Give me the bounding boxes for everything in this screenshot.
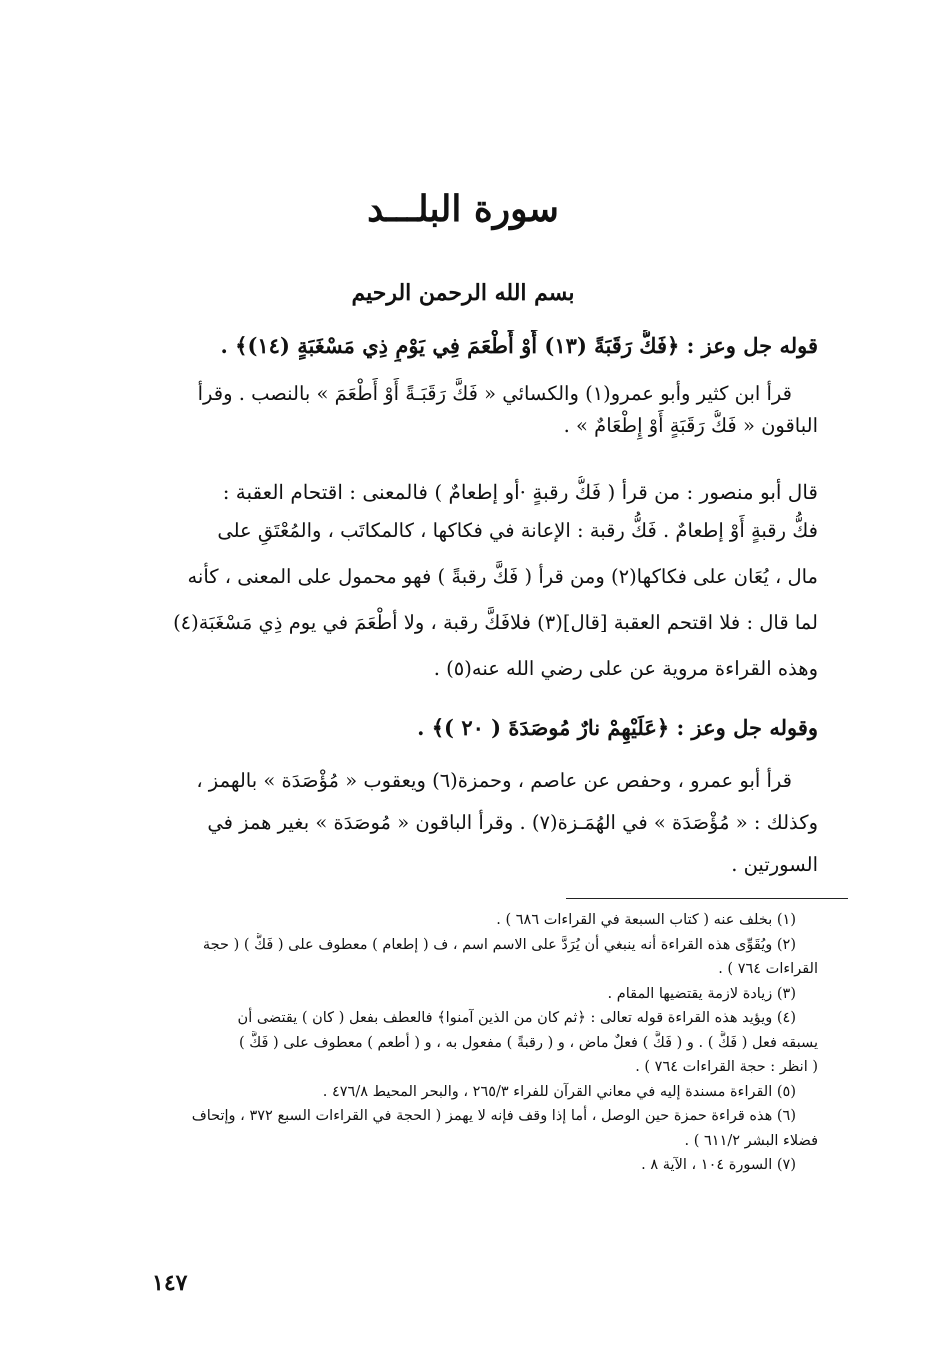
footnote-line: فضلاء البشر ٦١١/٢ ) . (684, 1132, 818, 1149)
footnote-line: (٢) ويُقَوِّى هذه القراءة أنه ينبغي أن يُرَدَّ على الاسم اسم ، ف ( إطعام ) معطوف على ( فَكُّ ) ( حجة (202, 936, 796, 953)
footnote-line: (٣) زيادة لازمة يقتضيها المقام . (607, 985, 796, 1002)
verse-heading-text: قوله جل وعز : ﴿فَكُّ رَقَبَةً (١٣) أَوْ أَطْعَمَ فِي يَوْمٍ ذِي مَسْغَبَةٍ (١٤)﴾ . (220, 333, 818, 358)
footnote-4 (106, 1006, 818, 1080)
verse-heading-2 (106, 712, 818, 744)
verse-heading-text: وقوله جل وعز : ﴿عَلَيْهِمْ نارٌ مُوصَدَةَ ( ٢٠ )﴾ . (417, 715, 818, 740)
paragraph-line: وهذه القراءة مروية عن على رضي الله عنه(٥) . (433, 657, 818, 680)
chapter-title: سورة البلـــد (367, 188, 559, 230)
footnote-separator (566, 898, 848, 899)
footnote-line: (٥) القراءة مسندة إليه في معاني القرآن للفراء ٢٦٥/٣ ، والبحر المحيط ٤٧٦/٨ . (322, 1083, 796, 1100)
footnotes (106, 908, 818, 1178)
footnote-7 (106, 1153, 818, 1178)
paragraph-line: وكذلك : « مُؤْصَدَة » في الهُمَـزة(٧) . وقرأ الباقون « مُوصَدَة » بغير همز في (207, 811, 818, 834)
paragraph-line: فكُّ رقبةٍ أَوْ إطعامٌ . فَكُّ رقبة : الإعانة في فكاكها ، كالمكاتَب ، والمُعْتَقِ على (217, 519, 818, 542)
reading-paragraph-1 (106, 378, 818, 442)
paragraph-line: لما قال : فلا اقتحم العقبة [قال](٣) فلافَكَّ رقبة ، ولا أطْعَمَ في يوم ذِي مَسْغَبَة(٤) (173, 611, 818, 634)
footnote-line: (٤) ويؤيد هذه القراءة قوله تعالى : ﴿ثم كان من الذين آمنوا﴾ فالعطف بفعل ( كان ) يقتضى أن (237, 1010, 796, 1026)
paragraph-line: قرأ أبو عمرو ، وحفص عن عاصم ، وحمزة(٦) ويعقوب « مُؤْصَدَة » بالهمز ، (196, 769, 792, 792)
footnote-line: (١) بخلف عنه ( كتاب السبعة في القراءات ٦٨٦ ) . (496, 912, 796, 928)
footnote-5 (106, 1080, 818, 1105)
reading-paragraph-2 (106, 760, 818, 886)
commentary-paragraph (106, 476, 818, 692)
paragraph-line: السورتين . (731, 853, 818, 876)
paragraph-line: قال أبو منصور : من قرأ ( فَكُّ رقبةٍ ·أو إطعامٌ ) فالمعنى : اقتحام العقبة : (222, 480, 818, 504)
footnote-2 (106, 933, 818, 982)
page-number: ١٤٧ (152, 1270, 188, 1296)
basmala: بسم الله الرحمن الرحيم (351, 280, 575, 306)
footnote-1 (106, 908, 818, 933)
footnote-line: (٦) هذه قراءة حمزة حين الوصل ، أما إذا وقف فإنه لا يهمز ( الحجة في القراءات السبع ٣٧٢ ، وإتحاف (191, 1108, 796, 1124)
verse-heading-1 (106, 330, 818, 362)
footnote-6 (106, 1104, 818, 1153)
footnote-line: يسبقه فعل ( فَكَّ ) . و ( فَكَّ ) فعلٌ ماض ، و ( رقبةً ) مفعول به ، و ( أطعم ) معطوف على ( فَكَّ ) (239, 1034, 818, 1051)
footnote-3 (106, 982, 818, 1007)
paragraph-line: قرأ ابن كثير وأبو عمرو(١) والكسائي « فَكَّ رَقَبَـةً أَوْ أَطْعَمَ » بالنصب . وقرأ (197, 382, 792, 405)
paragraph-line: مال ، يُعَان على فكاكها(٢) ومن قرأ ( فَكَّ رقبةً ) فهو محمول على المعنى ، كأنه (187, 565, 818, 588)
footnote-line: (٧) السورة ١٠٤ ، الآية ٨ . (641, 1157, 796, 1173)
footnote-line: القراءات ٧٦٤ ) . (718, 961, 818, 977)
paragraph-line: الباقون « فَكُّ رَقَبَةٍ أَوْ إِطْعَامٌ » . (563, 414, 818, 437)
footnote-line: ( انظر : حجة القراءات ٧٦٤ ) . (635, 1059, 818, 1075)
